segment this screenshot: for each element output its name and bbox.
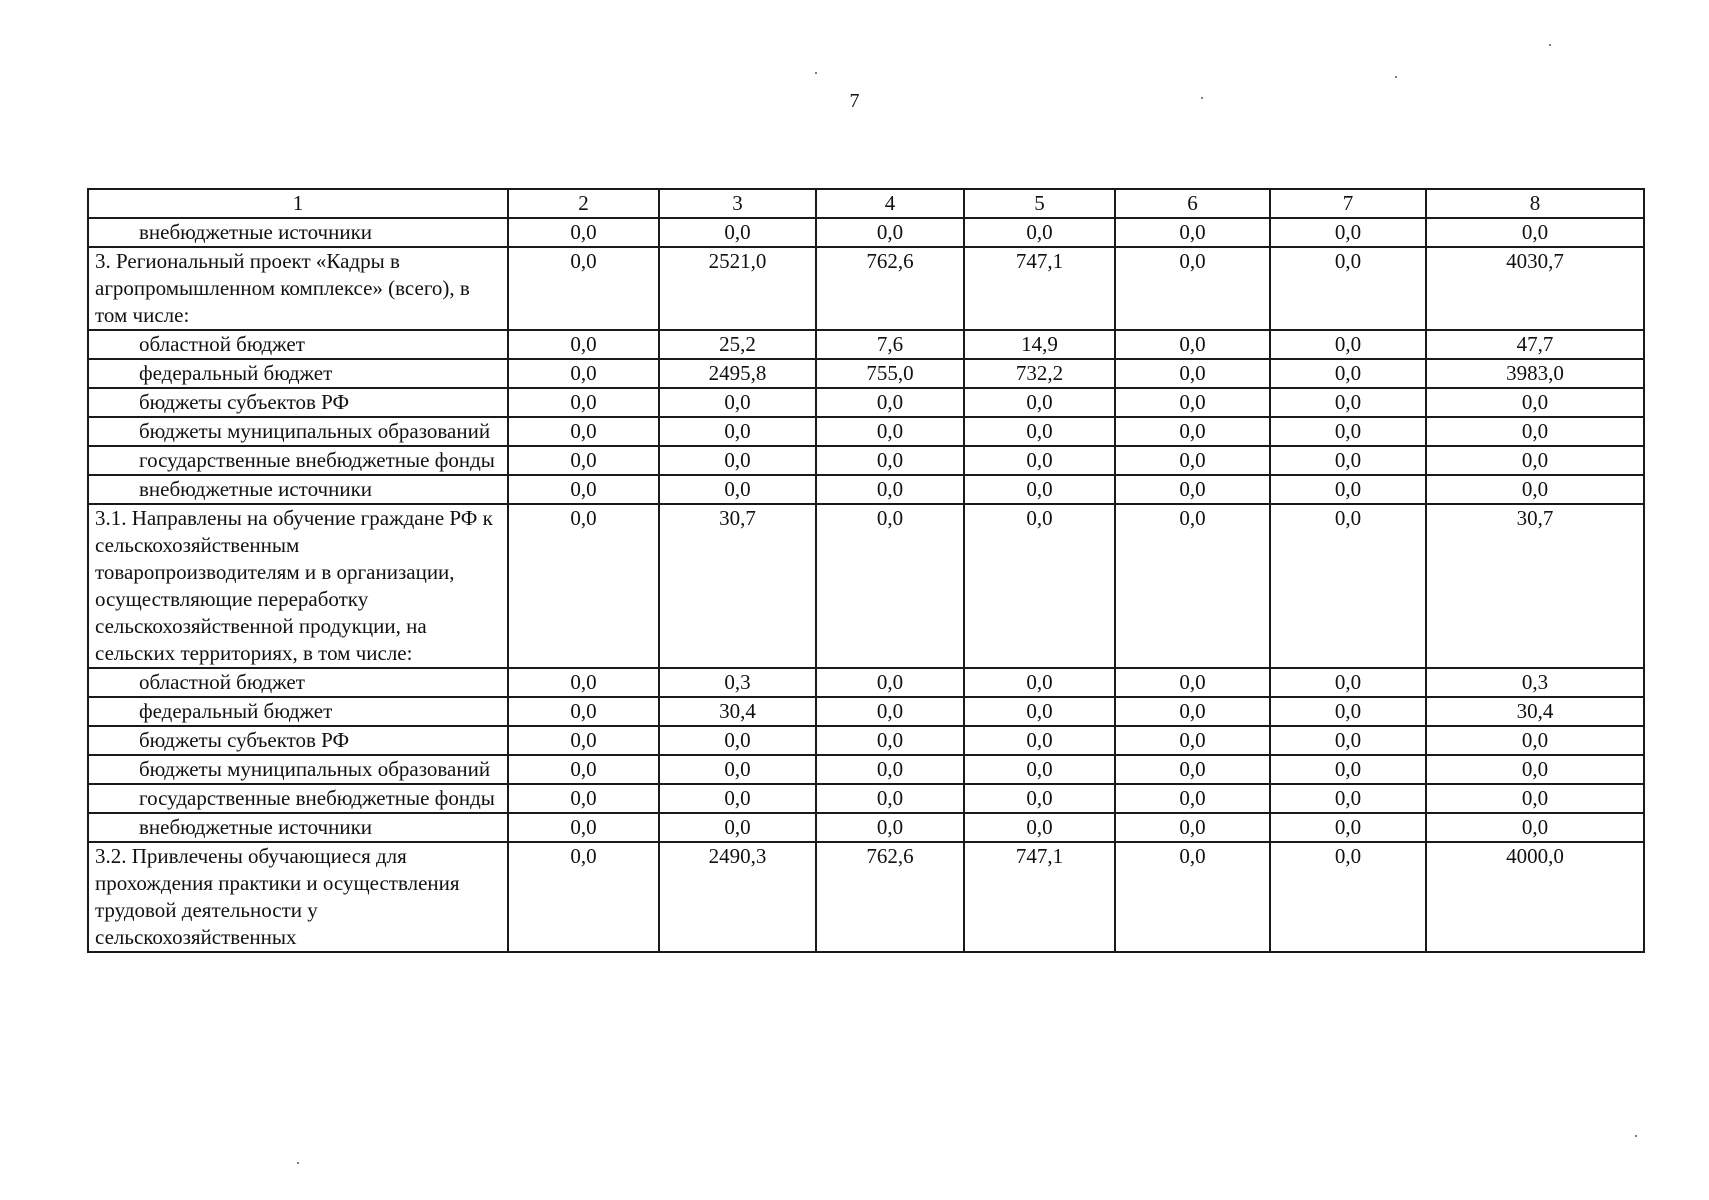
value-cell: 0,0 [1270,388,1426,417]
table-row [88,504,1644,668]
value-cell: 0,0 [1115,504,1270,668]
scan-speck [1549,44,1551,46]
value-cell: 0,0 [508,359,659,388]
value-cell: 25,2 [659,330,816,359]
value-cell: 0,0 [1115,784,1270,813]
value-cell: 0,0 [1426,417,1644,446]
value-cell: 2490,3 [659,842,816,952]
value-cell: 0,0 [508,446,659,475]
value-cell: 0,0 [508,813,659,842]
value-cell: 0,0 [1270,475,1426,504]
value-cell: 0,0 [964,813,1115,842]
value-cell: 0,0 [1115,218,1270,247]
value-cell: 0,0 [816,475,964,504]
value-cell: 0,0 [1115,388,1270,417]
value-cell: 0,0 [1270,813,1426,842]
value-cell: 0,0 [816,388,964,417]
table-row [88,726,1644,755]
value-cell: 0,0 [508,697,659,726]
value-cell: 0,0 [659,784,816,813]
value-cell: 0,0 [1270,446,1426,475]
table-row [88,247,1644,330]
value-cell: 0,0 [1270,842,1426,952]
value-cell: 0,0 [1115,697,1270,726]
value-cell: 0,0 [964,388,1115,417]
value-cell: 0,0 [659,813,816,842]
value-cell: 0,0 [1270,417,1426,446]
value-cell: 0,0 [659,475,816,504]
value-cell: 2521,0 [659,247,816,330]
value-cell: 0,0 [1270,504,1426,668]
value-cell: 0,0 [1270,359,1426,388]
table-row [88,330,1644,359]
value-cell: 0,0 [816,813,964,842]
column-number-row [88,189,1644,218]
scan-speck [815,72,817,74]
value-cell: 0,0 [508,330,659,359]
table-row [88,755,1644,784]
column-header: 6 [1115,189,1270,218]
table-body [88,189,1644,952]
column-header: 7 [1270,189,1426,218]
value-cell: 0,0 [964,475,1115,504]
row-label: государственные внебюджетные фонды [88,784,508,813]
value-cell: 0,0 [659,755,816,784]
table-row [88,475,1644,504]
value-cell: 0,0 [508,842,659,952]
value-cell: 0,0 [1270,697,1426,726]
row-label: 3.1. Направлены на обучение граждане РФ к сельскохозяйственным товаропроизводителям и в организации, осуществляющие переработку сельскохозяйственной продукции, на сельских территориях, в том числе: [88,504,508,668]
column-header: 4 [816,189,964,218]
value-cell: 0,0 [1270,726,1426,755]
value-cell: 0,0 [1115,417,1270,446]
value-cell: 14,9 [964,330,1115,359]
row-label: бюджеты субъектов РФ [88,726,508,755]
row-label: бюджеты субъектов РФ [88,388,508,417]
table-row [88,697,1644,726]
value-cell: 732,2 [964,359,1115,388]
table-row [88,668,1644,697]
value-cell: 0,0 [659,726,816,755]
value-cell: 30,7 [659,504,816,668]
value-cell: 0,0 [1426,813,1644,842]
row-label: государственные внебюджетные фонды [88,446,508,475]
table-row [88,359,1644,388]
value-cell: 30,4 [1426,697,1644,726]
column-header: 1 [88,189,508,218]
row-label: внебюджетные источники [88,813,508,842]
value-cell: 0,0 [659,218,816,247]
table-row [88,813,1644,842]
page-number: 7 [849,90,860,112]
value-cell: 0,0 [508,504,659,668]
value-cell: 0,0 [1426,218,1644,247]
value-cell: 0,0 [1115,726,1270,755]
value-cell: 755,0 [816,359,964,388]
value-cell: 0,0 [964,417,1115,446]
row-label: внебюджетные источники [88,218,508,247]
value-cell: 0,0 [1115,475,1270,504]
table-row [88,784,1644,813]
value-cell: 0,0 [816,218,964,247]
value-cell: 0,0 [1115,668,1270,697]
value-cell: 0,0 [1426,446,1644,475]
scan-speck [1635,1135,1637,1137]
scan-speck [1395,76,1397,78]
row-label: 3.2. Привлечены обучающиеся для прохождения практики и осуществления трудовой деятельности у сельскохозяйственных [88,842,508,952]
value-cell: 0,0 [508,417,659,446]
value-cell: 0,0 [964,446,1115,475]
value-cell: 0,0 [816,726,964,755]
table-row [88,446,1644,475]
row-label: областной бюджет [88,668,508,697]
value-cell: 0,0 [816,668,964,697]
scan-speck [1201,97,1203,99]
value-cell: 0,0 [659,388,816,417]
value-cell: 0,0 [816,755,964,784]
column-header: 3 [659,189,816,218]
value-cell: 0,0 [1115,446,1270,475]
value-cell: 2495,8 [659,359,816,388]
value-cell: 0,0 [1426,475,1644,504]
value-cell: 0,0 [816,417,964,446]
value-cell: 0,0 [964,218,1115,247]
row-label: бюджеты муниципальных образований [88,755,508,784]
value-cell: 762,6 [816,842,964,952]
row-label: федеральный бюджет [88,697,508,726]
value-cell: 47,7 [1426,330,1644,359]
row-label: внебюджетные источники [88,475,508,504]
value-cell: 0,0 [1270,668,1426,697]
row-label: областной бюджет [88,330,508,359]
table-row [88,417,1644,446]
value-cell: 0,0 [659,446,816,475]
value-cell: 0,0 [1270,784,1426,813]
value-cell: 0,0 [508,784,659,813]
value-cell: 0,0 [1426,726,1644,755]
value-cell: 0,0 [964,697,1115,726]
scan-speck [297,1162,299,1164]
value-cell: 0,0 [1115,755,1270,784]
value-cell: 0,0 [1115,359,1270,388]
value-cell: 0,0 [816,697,964,726]
value-cell: 0,0 [1270,218,1426,247]
column-header: 8 [1426,189,1644,218]
column-header: 5 [964,189,1115,218]
value-cell: 0,0 [1426,755,1644,784]
value-cell: 0,0 [508,247,659,330]
value-cell: 0,0 [816,504,964,668]
value-cell: 0,0 [1115,813,1270,842]
value-cell: 747,1 [964,842,1115,952]
value-cell: 0,3 [1426,668,1644,697]
table-row [88,388,1644,417]
value-cell: 0,0 [1270,330,1426,359]
table-row [88,842,1644,952]
value-cell: 30,7 [1426,504,1644,668]
row-label: бюджеты муниципальных образований [88,417,508,446]
value-cell: 0,0 [1270,247,1426,330]
row-label: 3. Региональный проект «Кадры в агропромышленном комплексе» (всего), в том числе: [88,247,508,330]
row-label: федеральный бюджет [88,359,508,388]
value-cell: 30,4 [659,697,816,726]
value-cell: 0,0 [508,475,659,504]
value-cell: 0,0 [1426,784,1644,813]
value-cell: 3983,0 [1426,359,1644,388]
value-cell: 0,0 [659,417,816,446]
value-cell: 4000,0 [1426,842,1644,952]
value-cell: 0,3 [659,668,816,697]
value-cell: 0,0 [816,784,964,813]
value-cell: 4030,7 [1426,247,1644,330]
value-cell: 7,6 [816,330,964,359]
value-cell: 0,0 [816,446,964,475]
value-cell: 0,0 [508,668,659,697]
value-cell: 0,0 [964,755,1115,784]
value-cell: 0,0 [964,784,1115,813]
value-cell: 762,6 [816,247,964,330]
value-cell: 0,0 [964,726,1115,755]
value-cell: 0,0 [508,726,659,755]
column-header: 2 [508,189,659,218]
value-cell: 0,0 [508,218,659,247]
value-cell: 0,0 [964,668,1115,697]
value-cell: 0,0 [1270,755,1426,784]
value-cell: 0,0 [508,755,659,784]
table-row [88,218,1644,247]
value-cell: 0,0 [1115,842,1270,952]
value-cell: 0,0 [508,388,659,417]
value-cell: 0,0 [1115,247,1270,330]
value-cell: 0,0 [1115,330,1270,359]
value-cell: 0,0 [1426,388,1644,417]
funding-table [87,188,1645,953]
value-cell: 747,1 [964,247,1115,330]
value-cell: 0,0 [964,504,1115,668]
